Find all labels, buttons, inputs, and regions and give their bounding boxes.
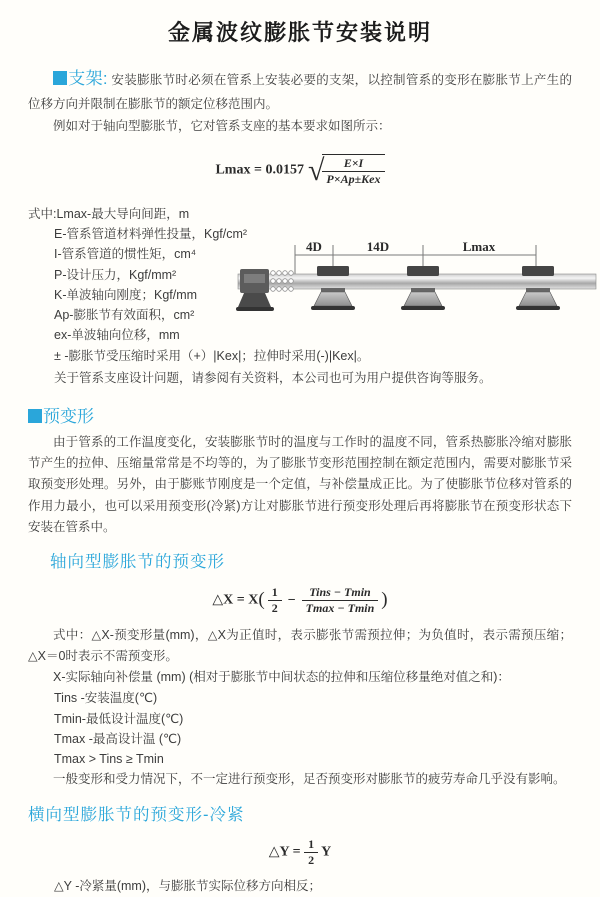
axial-frac-denominator: Tmax − Tmin	[305, 600, 375, 615]
close-paren: )	[381, 589, 388, 611]
open-paren: (	[258, 589, 265, 611]
definitions-and-diagram	[28, 204, 572, 366]
axial-subheading: 轴向型膨胀节的预变形	[50, 553, 225, 572]
section-marker-icon	[53, 71, 67, 85]
support-section	[28, 65, 572, 115]
lateral-subheading: 横向型膨胀节的预变形-冷紧	[28, 805, 245, 824]
axial-formula	[28, 584, 572, 616]
predeform-section-heading	[28, 403, 572, 432]
definition-line: ± -膨胀节受压缩时采用（+）|Kex|；拉伸时采用(-)|Kex|。	[54, 348, 370, 363]
lmax-formula-numerator: E×I	[322, 156, 384, 172]
axial-explanation-2: X-实际轴向补偿量 (mm) (相对于膨胀节中间状态的拉伸和压缩位移量绝对值之和)：	[53, 670, 510, 685]
lateral-note: △Y -冷紧量(mm)，与膨胀节实际位移方向相反；	[54, 878, 322, 893]
minus-sign: −	[287, 592, 296, 608]
radical-sign: √	[307, 153, 325, 187]
axial-note: 一般变形和受力情况下，不一定进行预变形，足否预变形对膨胀节的疲劳寿命几乎没有影响。	[53, 772, 566, 787]
page-title: 金属波纹膨胀节安装说明	[167, 20, 432, 45]
half-numerator: 1	[304, 837, 318, 853]
axial-frac-numerator: Tins − Tmin	[302, 585, 379, 601]
predeform-paragraph: 由于管系的工作温度变化，安装膨胀节时的温度与工作时的温度不同，管系热膨胀冷缩对膨胀节产生的拉伸、压缩量常常是不均等的，为了膨胀节变形范围控制在额定范围内，需要对膨胀节采取预变形处理。另外，由于膨账节刚度是一个定值，与补偿量成正比。为了使膨胀节位移对管系的作用力最小，也可以采用预变形(冷紧)方让对膨胀节进行预变形处理后再将膨胀节在预变形状态下安装在管系中。	[28, 434, 572, 534]
definition-line: P-设计压力，Kgf/mm²	[54, 267, 177, 282]
lateral-formula-rhs: Y	[321, 844, 332, 860]
support-section-heading: 支架:	[68, 69, 108, 89]
dim-label-4d: 4D	[306, 238, 322, 254]
support-note: 关于管系支座设计问题，请参阅有关资料，本公司也可为用户提供咨询等服务。	[54, 370, 492, 385]
axial-formula-lhs: △X = X	[212, 592, 259, 608]
lmax-formula-lhs: Lmax = 0.0157	[215, 162, 304, 178]
half-denominator: 2	[271, 600, 278, 615]
dim-label-14d: 14D	[366, 238, 390, 254]
temp-definition-line: Tmin-最低设计温度(℃)	[54, 711, 184, 726]
temp-definition-line: Tmax -最高设计温 (℃)	[54, 731, 182, 746]
temperature-definitions	[54, 688, 572, 769]
lateral-formula-lhs: △Y =	[268, 844, 301, 860]
support-intro-text: 安装膨胀节时必须在管系上安装必要的支架，以控制管系的变形在膨胀节上产生的位移方向并限制在膨胀节的额定位移范围内。	[28, 73, 572, 112]
definition-line: E-管系管道材料弹性投量，Kgf/cm²	[54, 227, 248, 242]
half-denominator: 2	[308, 852, 315, 867]
axial-explanation-1: 式中：△X-预变形量(mm)，△X为正值时，表示膨张节需预拉伸；为负值时，表示需预压缩；△X＝0时表示不需预变形。	[28, 627, 572, 663]
definition-line: 式中:Lmax-最大导向间距，m	[28, 206, 190, 221]
dim-label-lmax: Lmax	[462, 238, 496, 254]
lmax-formula	[28, 145, 572, 196]
anchor-support	[236, 269, 274, 311]
half-numerator: 1	[268, 585, 282, 601]
definition-line: Ap-膨胀节有效面积，cm²	[54, 308, 195, 323]
predeform-heading-text: 预变形	[43, 407, 94, 427]
definition-line: I-管系管道的惯性矩，cm⁴	[54, 247, 197, 262]
pipe-support-diagram	[238, 238, 596, 332]
lateral-formula	[28, 837, 572, 868]
temp-definition-line: Tmax > Tins ≥ Tmin	[54, 752, 164, 767]
lmax-formula-denominator: P×Ap±Kex	[326, 171, 381, 186]
support-example-line: 例如对于轴向型膨胀节，它对管系支座的基本要求如图所示：	[53, 118, 391, 133]
section-marker-icon	[28, 409, 42, 423]
definition-line: ex-单波轴向位移，mm	[54, 328, 180, 343]
temp-definition-line: Tins -安装温度(℃)	[54, 691, 158, 706]
definition-line: K-单波轴向刚度；Kgf/mm	[54, 287, 198, 302]
